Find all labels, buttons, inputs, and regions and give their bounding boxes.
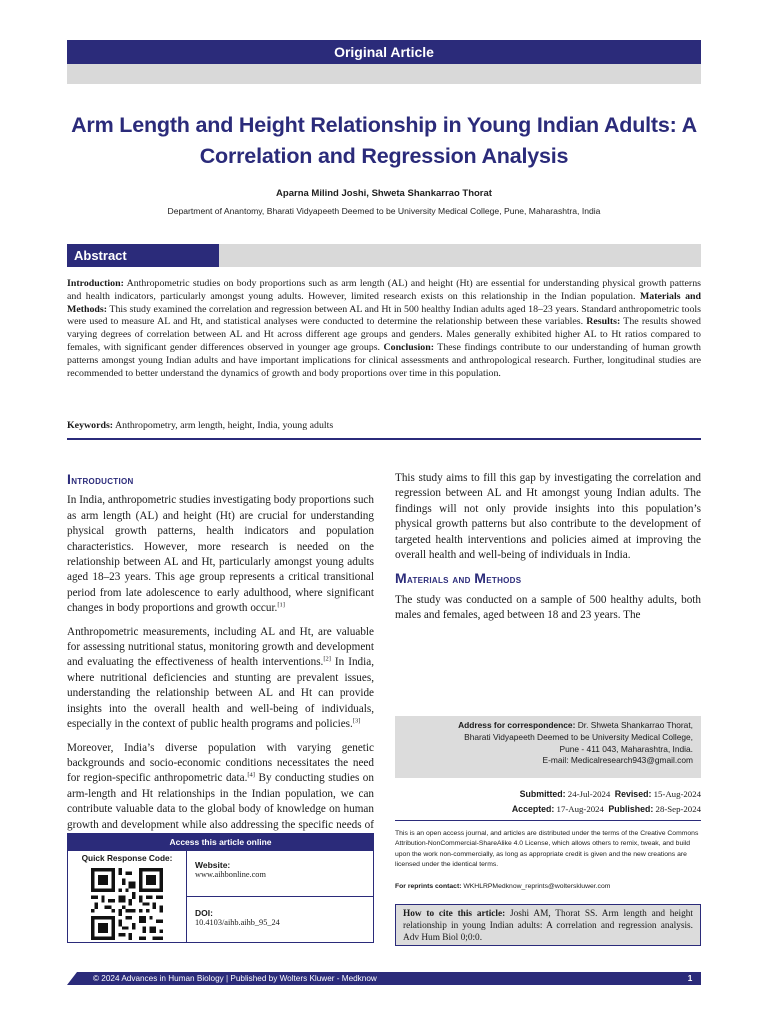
published-label: Published:	[608, 803, 654, 814]
reprints-email[interactable]: WKHLRPMedknow_reprints@wolterskluwer.com	[461, 883, 611, 890]
methods-heading-initial: M	[395, 570, 407, 587]
website-label: Website:	[195, 860, 231, 870]
page-number: 1	[687, 974, 693, 983]
intro-p1-text: In India, anthropometric studies investigating body proportions such as arm length (AL) and height (Ht) are crucial for understanding physical growth patterns, health indicators and population characteristics. However, more research is needed on the relationship between AL and Ht, particularly amongst young adults aged 18–23 years. This age group represents a critical transitional period from late adolescence to early adulthood, where significant changes in body proportions and growth occur.	[67, 494, 374, 615]
website-link[interactable]: www.aihbonline.com	[195, 870, 266, 879]
revised-date: 15-Aug-2024	[651, 789, 701, 799]
license-text: This is an open access journal, and articles are distributed under the terms of the Creative Commons Attribution-NonCommercial-ShareAlike 4.0 License, which allows others to remix, tweak, and build upon the work non-commercially, as long as appropriate credit is given and the new creations are licensed under the identical terms.	[395, 830, 699, 868]
introduction-heading	[67, 472, 374, 488]
methods-heading-part-2: ethods	[486, 572, 522, 587]
dates-rule	[395, 820, 701, 821]
keywords-label: Keywords:	[67, 420, 114, 431]
published-date: 28-Sep-2024	[653, 803, 701, 814]
intro-p2a-text: Anthropometric measurements, including AL and Ht, are valuable for assessing nutritional status, monitoring growth and development and evaluating the effectiveness of health interventions.	[67, 625, 374, 669]
introduction-heading-rest: ntroduction	[71, 473, 134, 487]
accepted-date: 17-Aug-2024	[554, 803, 604, 814]
article-title: Arm Length and Height Relationship in Young Indian Adults: A Correlation and Regression Analysis	[71, 113, 697, 168]
submitted-date: 24-Jul-2024	[565, 789, 611, 799]
article-type-banner	[67, 40, 701, 64]
right-column	[395, 471, 701, 632]
qr-cell	[68, 851, 187, 943]
correspondence-line-3: Pune - 411 043, Maharashtra, India.	[559, 743, 693, 754]
intro-p3b-text: By conducting studies on arm-length and Ht relationships in the Indian population, we can contribute valuable data to the global body of knowledge on human growth and development while also addressing the specific needs of	[67, 772, 374, 831]
authors: Aparna Milind Joshi, Shweta Shankarrao Thorat	[276, 188, 492, 199]
citation-ref[interactable]: [1]	[277, 601, 285, 609]
abstract-intro: Anthropometric studies on body proportions such as arm length (AL) and height (Ht) are essential for understanding physical growth patterns and health indicators, particularly amongst young adults. However, limited research exists on this relationship in the Indian population.	[67, 278, 701, 302]
footer-text: © 2024 Advances in Human Biology | Published by Wolters Kluwer - Medknow	[93, 974, 377, 983]
how-to-cite-box	[395, 904, 701, 946]
methods-paragraph-1	[395, 593, 701, 624]
footer-corner-notch	[67, 972, 77, 985]
banner-grey-strip	[67, 64, 701, 84]
correspondence-line-2: Bharati Vidyapeeth Deemed to be University Medical College,	[464, 731, 693, 742]
left-column	[67, 472, 374, 856]
dates-line-2	[395, 802, 701, 817]
article-dates	[395, 787, 701, 816]
methods-heading-part: aterials and	[406, 572, 475, 587]
cite-text: Joshi AM, Thorat SS. Arm length and height relationship in young Indian adults: A correlation and regression analysis. Adv Hum Biol 0;0:0.	[403, 909, 693, 944]
abstract-conclusion: These findings contribute to our understanding of human growth patterns amongst young Indian adults and have important implications for clinical assessments and anthropological research. Further, longitudinal studies are recommended to better understand the dynamics of growth and body proportions over time in this population.	[67, 341, 701, 379]
intro-paragraph-4	[395, 471, 701, 563]
correspondence-name: Dr. Shweta Shankarrao Thorat,	[575, 720, 693, 730]
citation-ref[interactable]: [2]	[323, 655, 331, 663]
access-online-box	[67, 833, 374, 943]
keywords	[67, 420, 701, 431]
reprints-line	[395, 883, 701, 890]
citation-ref[interactable]: [3]	[352, 717, 361, 725]
intro-paragraph-2	[67, 625, 374, 733]
methods-heading	[395, 571, 701, 587]
keywords-rule	[67, 438, 701, 440]
revised-label: Revised:	[614, 789, 652, 799]
abstract-header	[67, 244, 701, 267]
accepted-label: Accepted:	[511, 803, 555, 814]
keywords-text: Anthropometry, arm length, height, India, young adults	[113, 420, 334, 431]
methods-p1-text: The study was conducted on a sample of 500 healthy adults, both males and females, aged between 18 and 23 years. The	[395, 593, 701, 622]
methods-heading-initial-2: M	[474, 570, 487, 587]
abstract-body	[67, 278, 701, 380]
reprints-label: For reprints contact:	[395, 883, 462, 890]
qr-label: Quick Response Code:	[81, 853, 173, 863]
intro-p4-text: This study aims to fill this gap by investigating the correlation and regression between AL and Ht amongst young Indian adults. The findings will not only provide insights into this population’s physical growth patterns but also contribute to the development of targeted health interventions and policies aimed at improving the overall health and well-being of individuals in India.	[395, 472, 701, 562]
dates-line-1	[395, 787, 701, 802]
abstract-heading: Abstract	[67, 244, 219, 267]
cite-label: How to cite this article:	[403, 909, 506, 919]
abstract-results: The results showed varying degrees of correlation between AL and Ht across different age groups and genders. Males generally exhibited higher AL to Ht ratios compared to females, with significant gender differences observed in younger age groups.	[67, 316, 701, 353]
abstract-results-label: Results:	[586, 316, 621, 328]
intro-paragraph-1	[67, 493, 374, 616]
doi-link[interactable]: 10.4103/aihb.aihb_95_24	[195, 918, 280, 927]
footer-bar	[67, 972, 701, 985]
correspondence-label: Address for correspondence:	[458, 720, 576, 730]
abstract-conclusion-label: Conclusion:	[383, 341, 434, 353]
abstract-intro-label: Introduction:	[67, 278, 124, 289]
correspondence-line-1	[403, 720, 693, 732]
abstract-methods-label: Materials and Methods:	[67, 290, 701, 315]
doi-label: DOI:	[195, 908, 213, 918]
article-type-label: Original Article	[334, 44, 434, 60]
abstract-methods: This study examined the correlation and regression between AL and Ht in 500 healthy Indian adults aged 18–23 years. Standard anthropometric tools were used to measure AL and Ht, and statistical analyses were conducted to determine the relationship between these variables.	[67, 303, 701, 328]
qr-code-icon[interactable]	[91, 868, 163, 940]
intro-p2b-text: In India, where nutritional deficiencies and stunting are prevalent issues, understanding the relationship between AL and Ht can provide insights into the overall health and well-being of individuals, especially in the context of public health programs and policies.	[67, 656, 374, 731]
introduction-heading-initial: I	[67, 471, 72, 487]
correspondence-email[interactable]: E-mail: Medicalresearch943@gmail.com	[542, 755, 693, 766]
correspondence-box	[395, 716, 701, 778]
access-header: Access this article online	[68, 834, 373, 851]
citation-ref[interactable]: [4]	[247, 771, 255, 779]
intro-p3a-text: Moreover, India’s diverse population with varying genetic backgrounds and socio-economic conditions necessitates the need for region-specific anthropometric data.	[67, 741, 374, 785]
doi-cell	[187, 897, 373, 943]
website-cell	[187, 851, 373, 897]
submitted-label: Submitted:	[519, 789, 566, 799]
affiliation: Department of Anantomy, Bharati Vidyapeeth Deemed to be University Medical College, Pune, Maharashtra, India	[167, 206, 601, 216]
